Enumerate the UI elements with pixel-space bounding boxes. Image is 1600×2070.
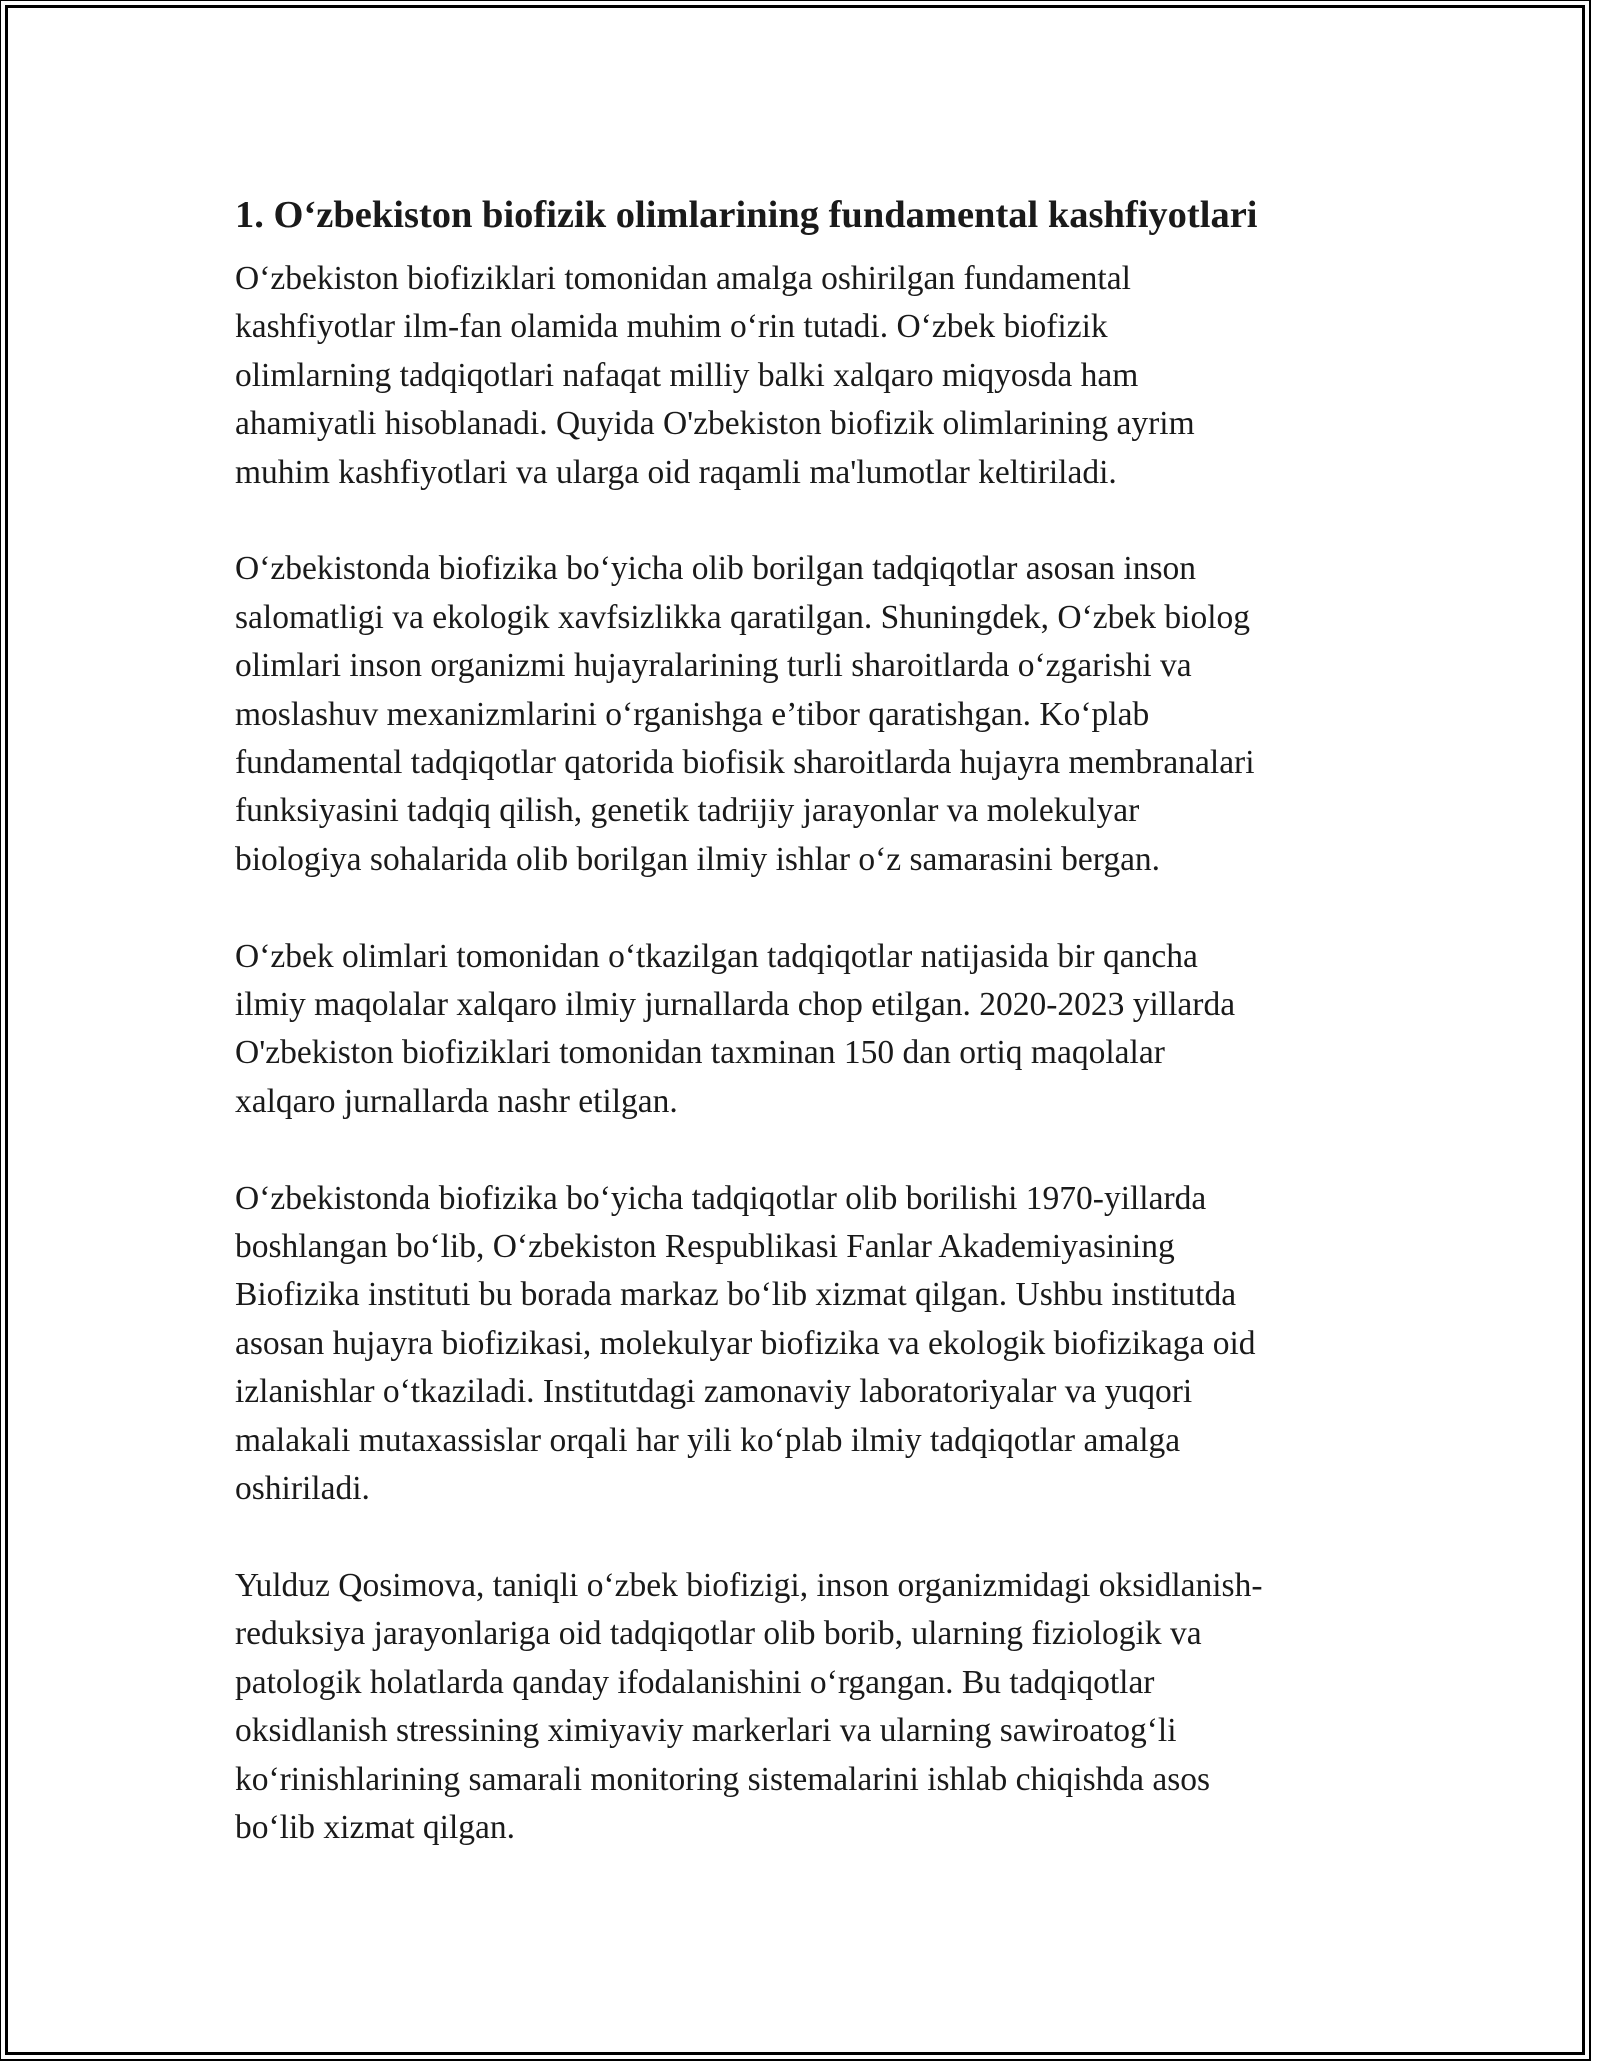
- text-line: olimlari inson organizmi hujayralarining turli sharoitlarda o‘zgarishi va: [235, 647, 1192, 685]
- text-line: oshiriladi.: [235, 1470, 370, 1508]
- text-line: fundamental tadqiqotlar qatorida biofisik sharoitlarda hujayra membranalari: [235, 744, 1255, 782]
- text-line: patologik holatlarda qanday ifodalanishini o‘rgangan. Bu tadqiqotlar: [235, 1663, 1155, 1701]
- paragraph-1: [235, 255, 1375, 497]
- text-line: O‘zbek olimlari tomonidan o‘tkazilgan tadqiqotlar natijasida bir qancha: [235, 937, 1198, 975]
- text-line: reduksiya jarayonlariga oid tadqiqotlar olib borib, ularning fiziologik va: [235, 1615, 1202, 1653]
- text-line: O'zbekiston biofiziklari tomonidan taxminan 150 dan ortiq maqolalar: [235, 1034, 1165, 1072]
- text-line: bo‘lib xizmat qilgan.: [235, 1808, 516, 1846]
- text-line: oksidlanish stressining ximiyaviy markerlari va ularning sawiroatog‘li: [235, 1712, 1177, 1750]
- text-line: Yulduz Qosimova, taniqli o‘zbek biofizigi, inson organizmidagi oksidlanish-: [235, 1566, 1263, 1604]
- text-line: salomatligi va ekologik xavfsizlikka qaratilgan. Shuningdek, O‘zbek biolog: [235, 598, 1251, 636]
- text-line: xalqaro jurnallarda nashr etilgan.: [235, 1082, 678, 1120]
- text-line: ahamiyatli hisoblanadi. Quyida O'zbekiston biofizik olimlarining ayrim: [235, 405, 1195, 443]
- text-line: O‘zbekistonda biofizika bo‘yicha olib borilgan tadqiqotlar asosan inson: [235, 550, 1197, 588]
- text-line: ko‘rinishlarining samarali monitoring sistemalarini ishlab chiqishda asos: [235, 1760, 1211, 1798]
- text-line: moslashuv mexanizmlarini o‘rganishga e’tibor qaratishgan. Ko‘plab: [235, 695, 1150, 733]
- paragraph-3: [235, 933, 1375, 1127]
- text-line: boshlangan bo‘lib, O‘zbekiston Respublikasi Fanlar Akademiyasining: [235, 1228, 1175, 1266]
- text-line: asosan hujayra biofizikasi, molekulyar biofizika va ekologik biofizikaga oid: [235, 1324, 1256, 1362]
- paragraph-4: [235, 1175, 1375, 1514]
- text-line: olimlarning tadqiqotlari nafaqat milliy balki xalqaro miqyosda ham: [235, 356, 1139, 394]
- document-body: [235, 185, 1375, 1901]
- text-line: malakali mutaxassislar orqali har yili ko‘plab ilmiy tadqiqotlar amalga: [235, 1421, 1181, 1459]
- text-line: O‘zbekiston biofiziklari tomonidan amalga oshirilgan fundamental: [235, 260, 1131, 297]
- text-line: Biofizika instituti bu borada markaz bo‘lib xizmat qilgan. Ushbu institutda: [235, 1276, 1237, 1314]
- paragraph-2: [235, 545, 1375, 884]
- text-line: biologiya sohalarida olib borilgan ilmiy ishlar o‘z samarasini bergan.: [235, 840, 1161, 878]
- text-line: kashfiyotlar ilm-fan olamida muhim o‘rin tutadi. O‘zbek biofizik: [235, 308, 1108, 346]
- section-heading: 1. O‘zbekiston biofizik olimlarining fundamental kashfiyotlari: [235, 194, 1258, 236]
- text-line: funksiyasini tadqiq qilish, genetik tadrijiy jarayonlar va molekulyar: [235, 792, 1140, 830]
- text-line: O‘zbekistonda biofizika bo‘yicha tadqiqotlar olib borilishi 1970-yillarda: [235, 1179, 1207, 1217]
- text-line: izlanishlar o‘tkaziladi. Institutdagi zamonaviy laboratoriyalar va yuqori: [235, 1373, 1193, 1411]
- text-line: ilmiy maqolalar xalqaro ilmiy jurnallarda chop etilgan. 2020-2023 yillarda: [235, 986, 1236, 1024]
- paragraph-5: [235, 1562, 1375, 1852]
- text-line: muhim kashfiyotlari va ularga oid raqamli ma'lumotlar keltiriladi.: [235, 453, 1117, 491]
